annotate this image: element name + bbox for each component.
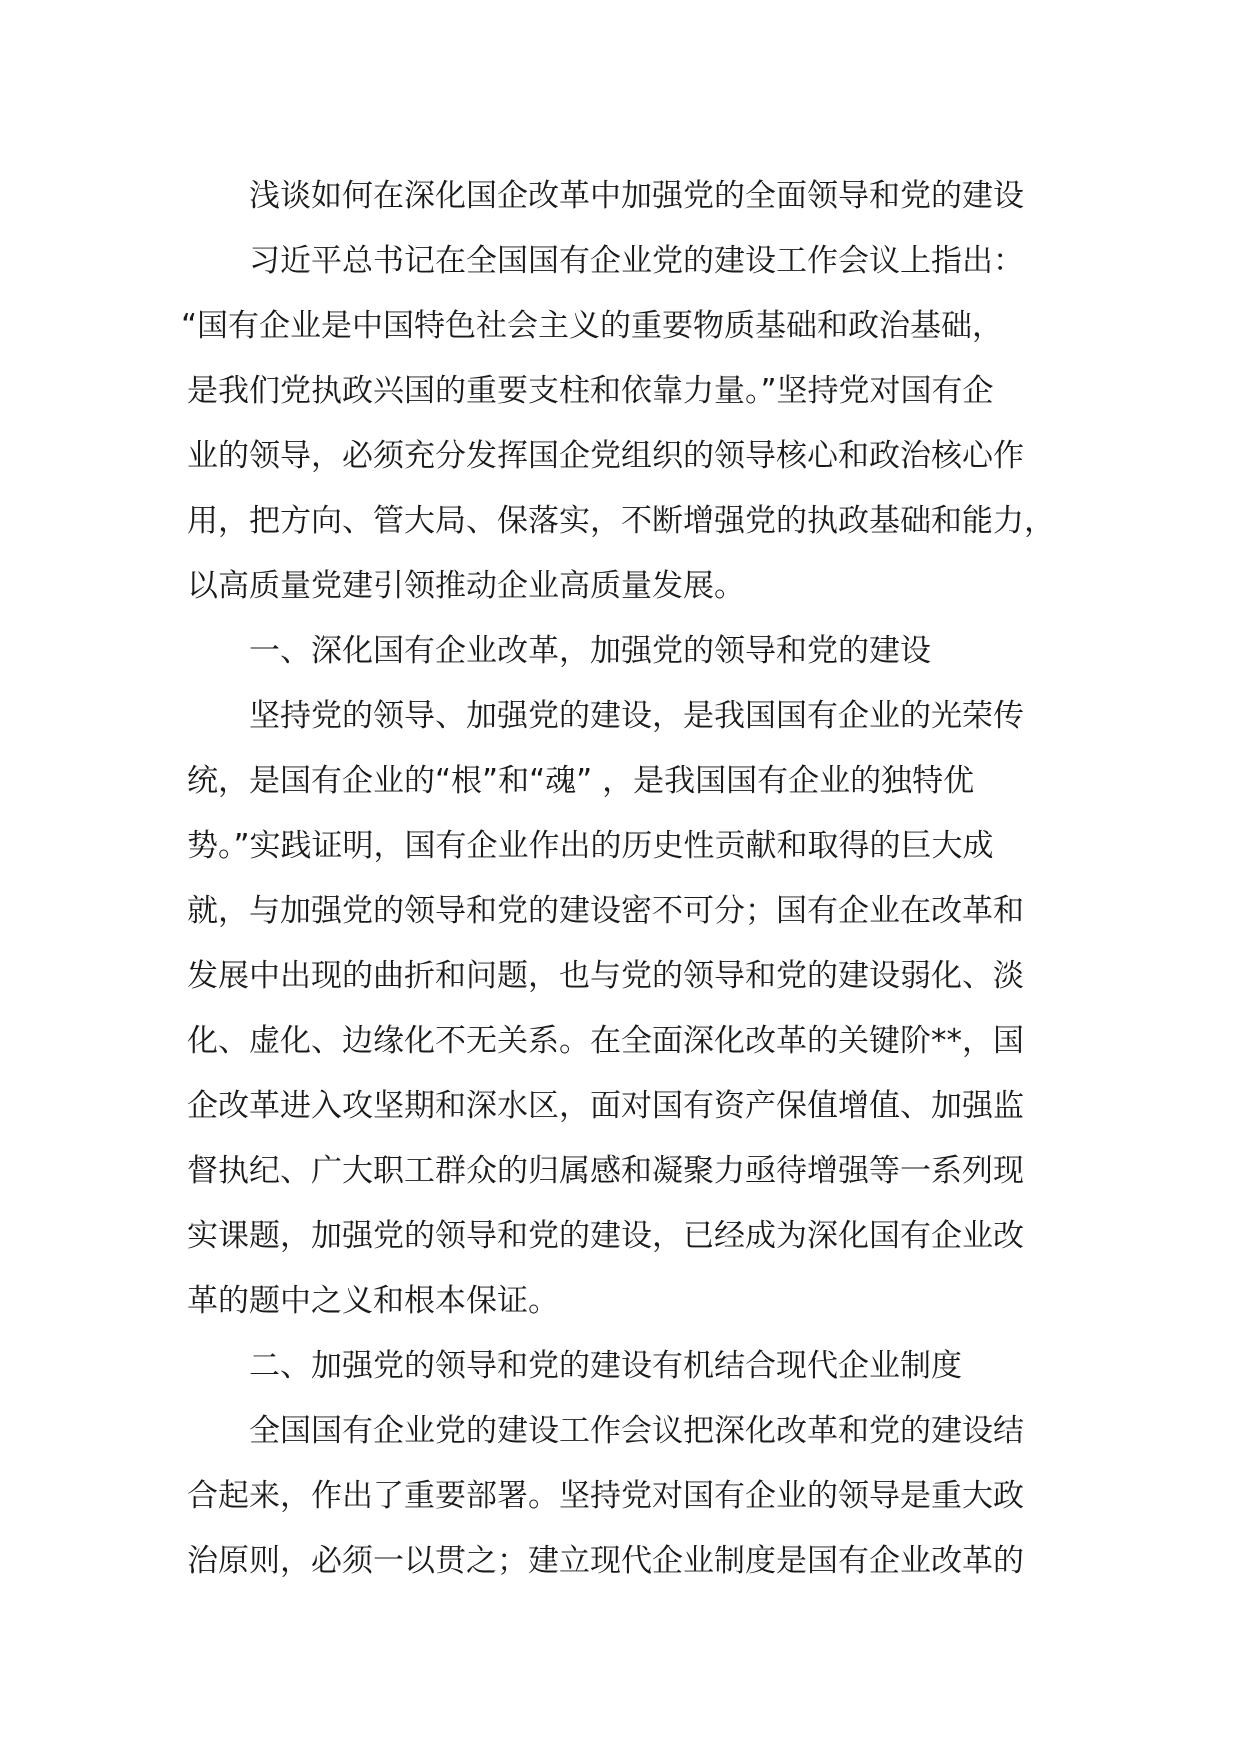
section-heading-2: 二、加强党的领导和党的建设有机结合现代企业制度 [249,1348,962,1384]
paragraph-2-line-4: 就，与加强党的领导和党的建设密不可分；国有企业在改革和 [187,893,1024,929]
paragraph-3-line-2: 合起来，作出了重要部署。坚持党对国有企业的领导是重大政 [187,1478,1024,1514]
paragraph-1-line-2: “国有企业是中国特色社会主义的重要物质基础和政治基础， [181,308,1004,344]
document-title: 浅谈如何在深化国企改革中加强党的全面领导和党的建设 [249,178,1024,214]
paragraph-2-line-10: 革的题中之义和根本保证。 [187,1283,559,1319]
paragraph-2-line-1: 坚持党的领导、加强党的建设，是我国国有企业的光荣传 [249,698,1024,734]
paragraph-2-line-8: 督执纪、广大职工群众的归属感和凝聚力亟待增强等一系列现 [187,1153,1024,1189]
paragraph-1-line-4: 业的领导，必须充分发挥国企党组织的领导核心和政治核心作 [187,438,1024,474]
section-heading-1: 一、深化国有企业改革，加强党的领导和党的建设 [249,633,931,669]
paragraph-1-line-1: 习近平总书记在全国国有企业党的建设工作会议上指出： [249,243,1024,279]
document-body [181,164,1067,1594]
paragraph-2-line-2: 统，是国有企业的“根”和“魂” ，是我国国有企业的独特优 [187,763,975,799]
paragraph-3-line-1: 全国国有企业党的建设工作会议把深化改革和党的建设结 [249,1413,1024,1449]
paragraph-1-line-6: 以高质量党建引领推动企业高质量发展。 [187,568,745,604]
paragraph-2-line-9: 实课题，加强党的领导和党的建设，已经成为深化国有企业改 [187,1218,1024,1254]
paragraph-2-line-7: 企改革进入攻坚期和深水区，面对国有资产保值增值、加强监 [187,1088,1024,1124]
paragraph-2-line-5: 发展中出现的曲折和问题，也与党的领导和党的建设弱化、淡 [187,958,1024,994]
paragraph-2-line-6: 化、虚化、边缘化不无关系。在全面深化改革的关键阶**，国 [187,1023,1024,1059]
paragraph-1-line-3: 是我们党执政兴国的重要支柱和依靠力量。”坚持党对国有企 [187,373,994,409]
paragraph-1-line-5: 用，把方向、管大局、保落实，不断增强党的执政基础和能力， [187,503,1055,539]
paragraph-3-line-3: 治原则，必须一以贯之；建立现代企业制度是国有企业改革的 [187,1543,1024,1579]
paragraph-2-line-3: 势。”实践证明，国有企业作出的历史性贡献和取得的巨大成 [187,828,994,864]
